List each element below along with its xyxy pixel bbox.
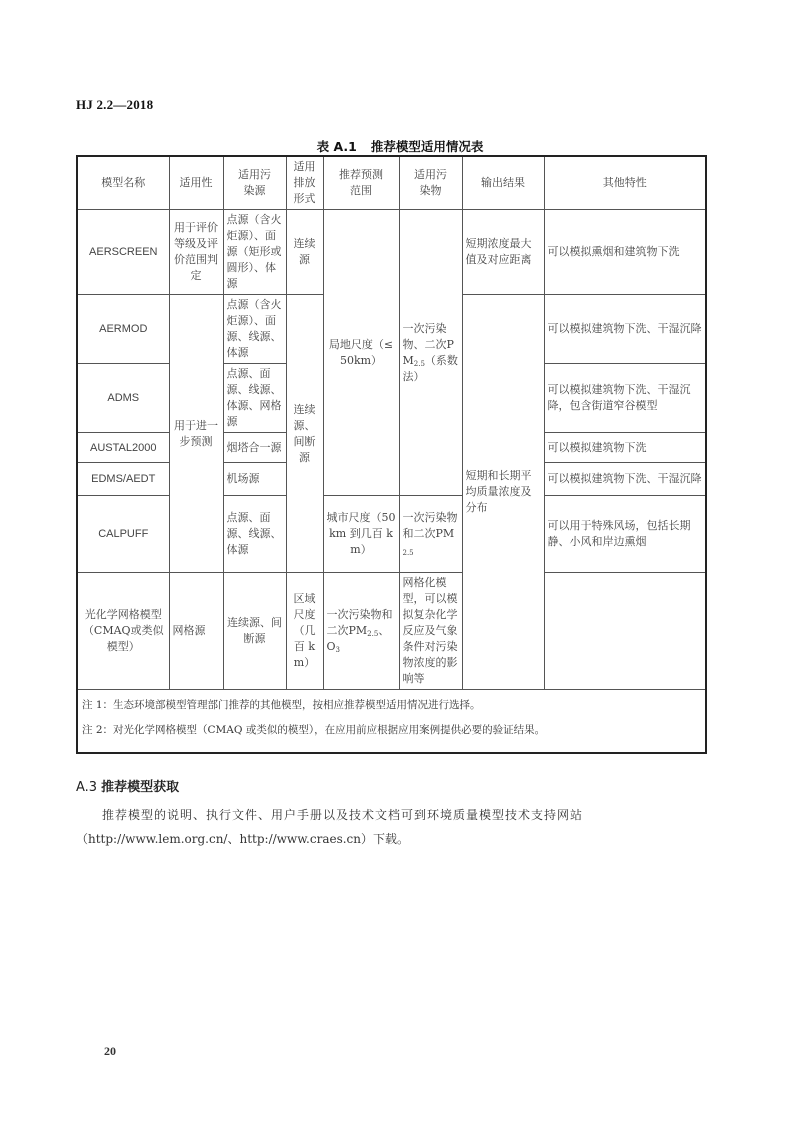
col-header-emission [286, 156, 323, 210]
table-row [77, 210, 706, 295]
pollutants-cell [323, 573, 399, 690]
recommended-models-table [76, 155, 707, 754]
table-note-1: 注 1：生态环境部模型管理部门推荐的其他模型，按相应推荐模型适用情况进行选择。 [82, 699, 481, 711]
applicability-cell: 用于进一步预测 [169, 295, 223, 573]
pollutant-suffix: （系数法） [402, 353, 458, 383]
col-header-sources [223, 156, 286, 210]
col-header-range-label: 推荐预测范围 [339, 168, 383, 197]
other-features-cell: 网格化模型，可以模拟复杂化学反应及气象条件对污染物浓度的影响等 [399, 573, 462, 690]
output-cell: 短期浓度最大值及对应距离 [462, 210, 544, 295]
pollutant-text: 一次污染物和二次 [326, 608, 393, 637]
section-paragraph [76, 803, 704, 851]
table-title: 推荐模型适用情况表 [370, 139, 484, 154]
table-caption [0, 137, 800, 155]
model-name: EDMS/AEDT [77, 463, 169, 496]
pm-subscript: 2.5 [402, 549, 414, 557]
pm-subscript: 2.5 [367, 630, 379, 638]
col-header-output: 输出结果 [462, 156, 544, 210]
emission-cell: 连续源 [286, 210, 323, 295]
range-cell: 区域尺度（几百 km） [286, 573, 323, 690]
table-notes-row [77, 690, 706, 754]
table-label: 表 A.1 [316, 139, 357, 154]
range-cell: 城市尺度（50 km 到几百 km） [323, 496, 399, 573]
section-heading [76, 776, 179, 795]
model-name: CALPUFF [77, 496, 169, 573]
pollutants-cell [399, 496, 462, 573]
other-features-cell: 可以模拟建筑物下洗、干湿沉降 [544, 463, 706, 496]
model-name: AERMOD [77, 295, 169, 364]
model-name: AERSCREEN [77, 210, 169, 295]
pollutants-cell [399, 210, 462, 496]
paragraph-urls[interactable]: （http://www.lem.org.cn/、http://www.craes.cn）下载。 [76, 832, 409, 846]
sources-cell: 网格源 [169, 573, 223, 690]
sources-cell: 点源、面源、线源、体源 [223, 496, 286, 573]
table-header-row [77, 156, 706, 210]
sources-cell: 点源（含火炬源）、面源、线源、体源 [223, 295, 286, 364]
col-header-pollutants-label: 适用污染物 [414, 168, 447, 197]
model-name: ADMS [77, 364, 169, 433]
output-cell: 短期和长期平均质量浓度及分布 [462, 295, 544, 690]
standard-code: HJ 2.2—2018 [76, 97, 154, 112]
col-header-emission-label: 适用排放形式 [293, 160, 316, 205]
table-notes [77, 690, 706, 754]
emission-cell: 连续源、间断源 [223, 573, 286, 690]
table-note-2: 注 2：对光化学网格模型（CMAQ 或类似的模型），在应用前应根据应用案例提供必要的验证结果。 [82, 724, 546, 736]
sources-cell: 烟塔合一源 [223, 433, 286, 463]
pollutant-text: 一次污染物、二次 [402, 321, 447, 351]
range-cell: 局地尺度（≤ 50km） [323, 210, 399, 496]
other-features-cell: 可以模拟熏烟和建筑物下洗 [544, 210, 706, 295]
sources-cell: 点源、面源、线源、体源、网格源 [223, 364, 286, 433]
paragraph-text: 推荐模型的说明、执行文件、用户手册以及技术文档可到环境质量模型技术支持网站 [102, 808, 584, 822]
section-number: A.3 [76, 780, 98, 795]
emission-cell: 连续源、间断源 [286, 295, 323, 573]
pm-label: PM [402, 337, 454, 367]
col-header-model: 模型名称 [77, 156, 169, 210]
applicability-cell: 用于评价等级及评价范围判定 [169, 210, 223, 295]
col-header-range [323, 156, 399, 210]
model-name: 光化学网格模型（CMAQ或类似模型） [77, 573, 169, 690]
col-header-other: 其他特性 [544, 156, 706, 210]
col-header-sources-label: 适用污染源 [238, 168, 271, 197]
pm-label: PM [435, 527, 455, 540]
sources-cell: 点源（含火炬源）、面源（矩形或圆形）、体源 [223, 210, 286, 295]
section-title: 推荐模型获取 [101, 780, 180, 795]
other-features-cell: 可以模拟建筑物下洗、干湿沉降 [544, 295, 706, 364]
pollutant-suffix: 、O [326, 624, 390, 653]
col-header-pollutants [399, 156, 462, 210]
col-header-applicability: 适用性 [169, 156, 223, 210]
o3-subscript: 3 [335, 646, 340, 654]
model-name: AUSTAL2000 [77, 433, 169, 463]
other-features-cell: 可以模拟建筑物下洗 [544, 433, 706, 463]
other-features-cell: 可以用于特殊风场，包括长期静、小风和岸边熏烟 [544, 496, 706, 573]
pm-label: PM [348, 624, 368, 637]
sources-cell: 机场源 [223, 463, 286, 496]
table-row [77, 573, 706, 690]
page-number: 20 [104, 1044, 116, 1058]
pollutant-text: 一次污染物和二次 [402, 511, 458, 540]
other-features-cell: 可以模拟建筑物下洗、干湿沉降，包含街道窄谷模型 [544, 364, 706, 433]
pm-subscript: 2.5 [413, 359, 425, 368]
